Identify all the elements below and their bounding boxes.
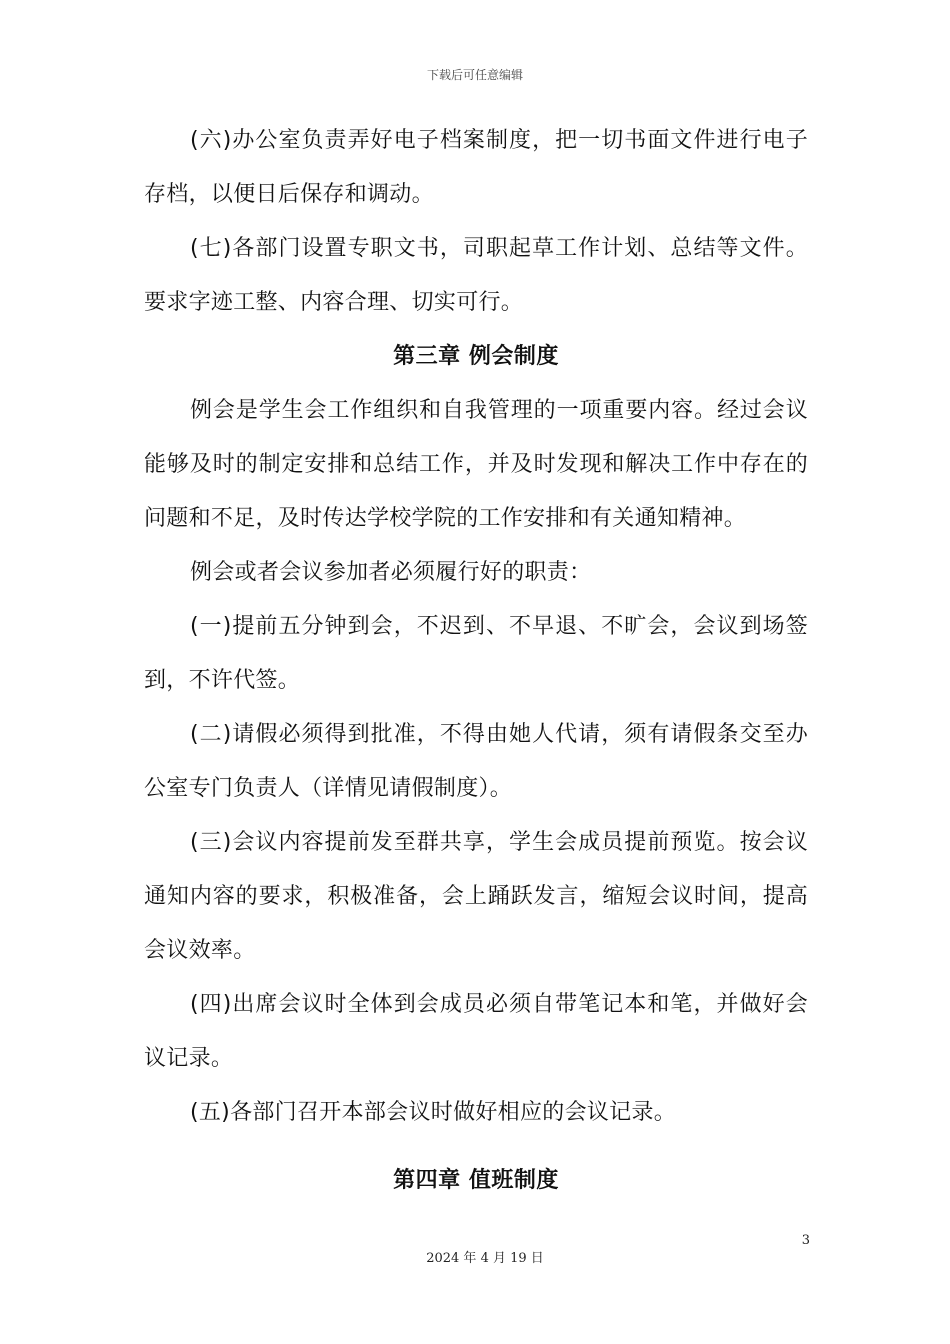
- duty-item-3: (三)会议内容提前发至群共享，学生会成员提前预览。按会议通知内容的要求，积极准备，会上踊跃发言，缩短会议时间，提高会议效率。: [144, 830, 808, 963]
- duty-item-2: (二)请假必须得到批准，不得由她人代请，须有请假条交至办公室专门负责人（详情见请假制度）。: [144, 722, 808, 801]
- chapter-4-title: 第四章 值班制度: [393, 1168, 559, 1193]
- chapter-3-duties-lead: 例会或者会议参加者必须履行好的职责：: [190, 560, 592, 585]
- paragraph-item-6: (六)办公室负责弄好电子档案制度，把一切书面文件进行电子存档，以便日后保存和调动。: [144, 128, 808, 207]
- footer-date: 2024 年 4 月 19 日: [426, 1251, 544, 1266]
- document-body: [144, 114, 808, 1208]
- chapter-3-title: 第三章 例会制度: [393, 344, 559, 369]
- chapter-3-intro: 例会是学生会工作组织和自我管理的一项重要内容。经过会议能够及时的制定安排和总结工作，并及时发现和解决工作中存在的问题和不足，及时传达学校学院的工作安排和有关通知精神。: [144, 398, 808, 531]
- duty-item-4: (四)出席会议时全体到会成员必须自带笔记本和笔，并做好会议记录。: [144, 992, 808, 1071]
- page-number: 3: [801, 1233, 810, 1248]
- duty-item-1: (一)提前五分钟到会，不迟到、不早退、不旷会，会议到场签到，不许代签。: [144, 614, 808, 693]
- duty-item-5: (五)各部门召开本部会议时做好相应的会议记录。: [190, 1100, 677, 1125]
- page-header: 下载后可任意编辑: [426, 68, 523, 82]
- paragraph-item-7: (七)各部门设置专职文书，司职起草工作计划、总结等文件。要求字迹工整、内容合理、切实可行。: [144, 236, 808, 315]
